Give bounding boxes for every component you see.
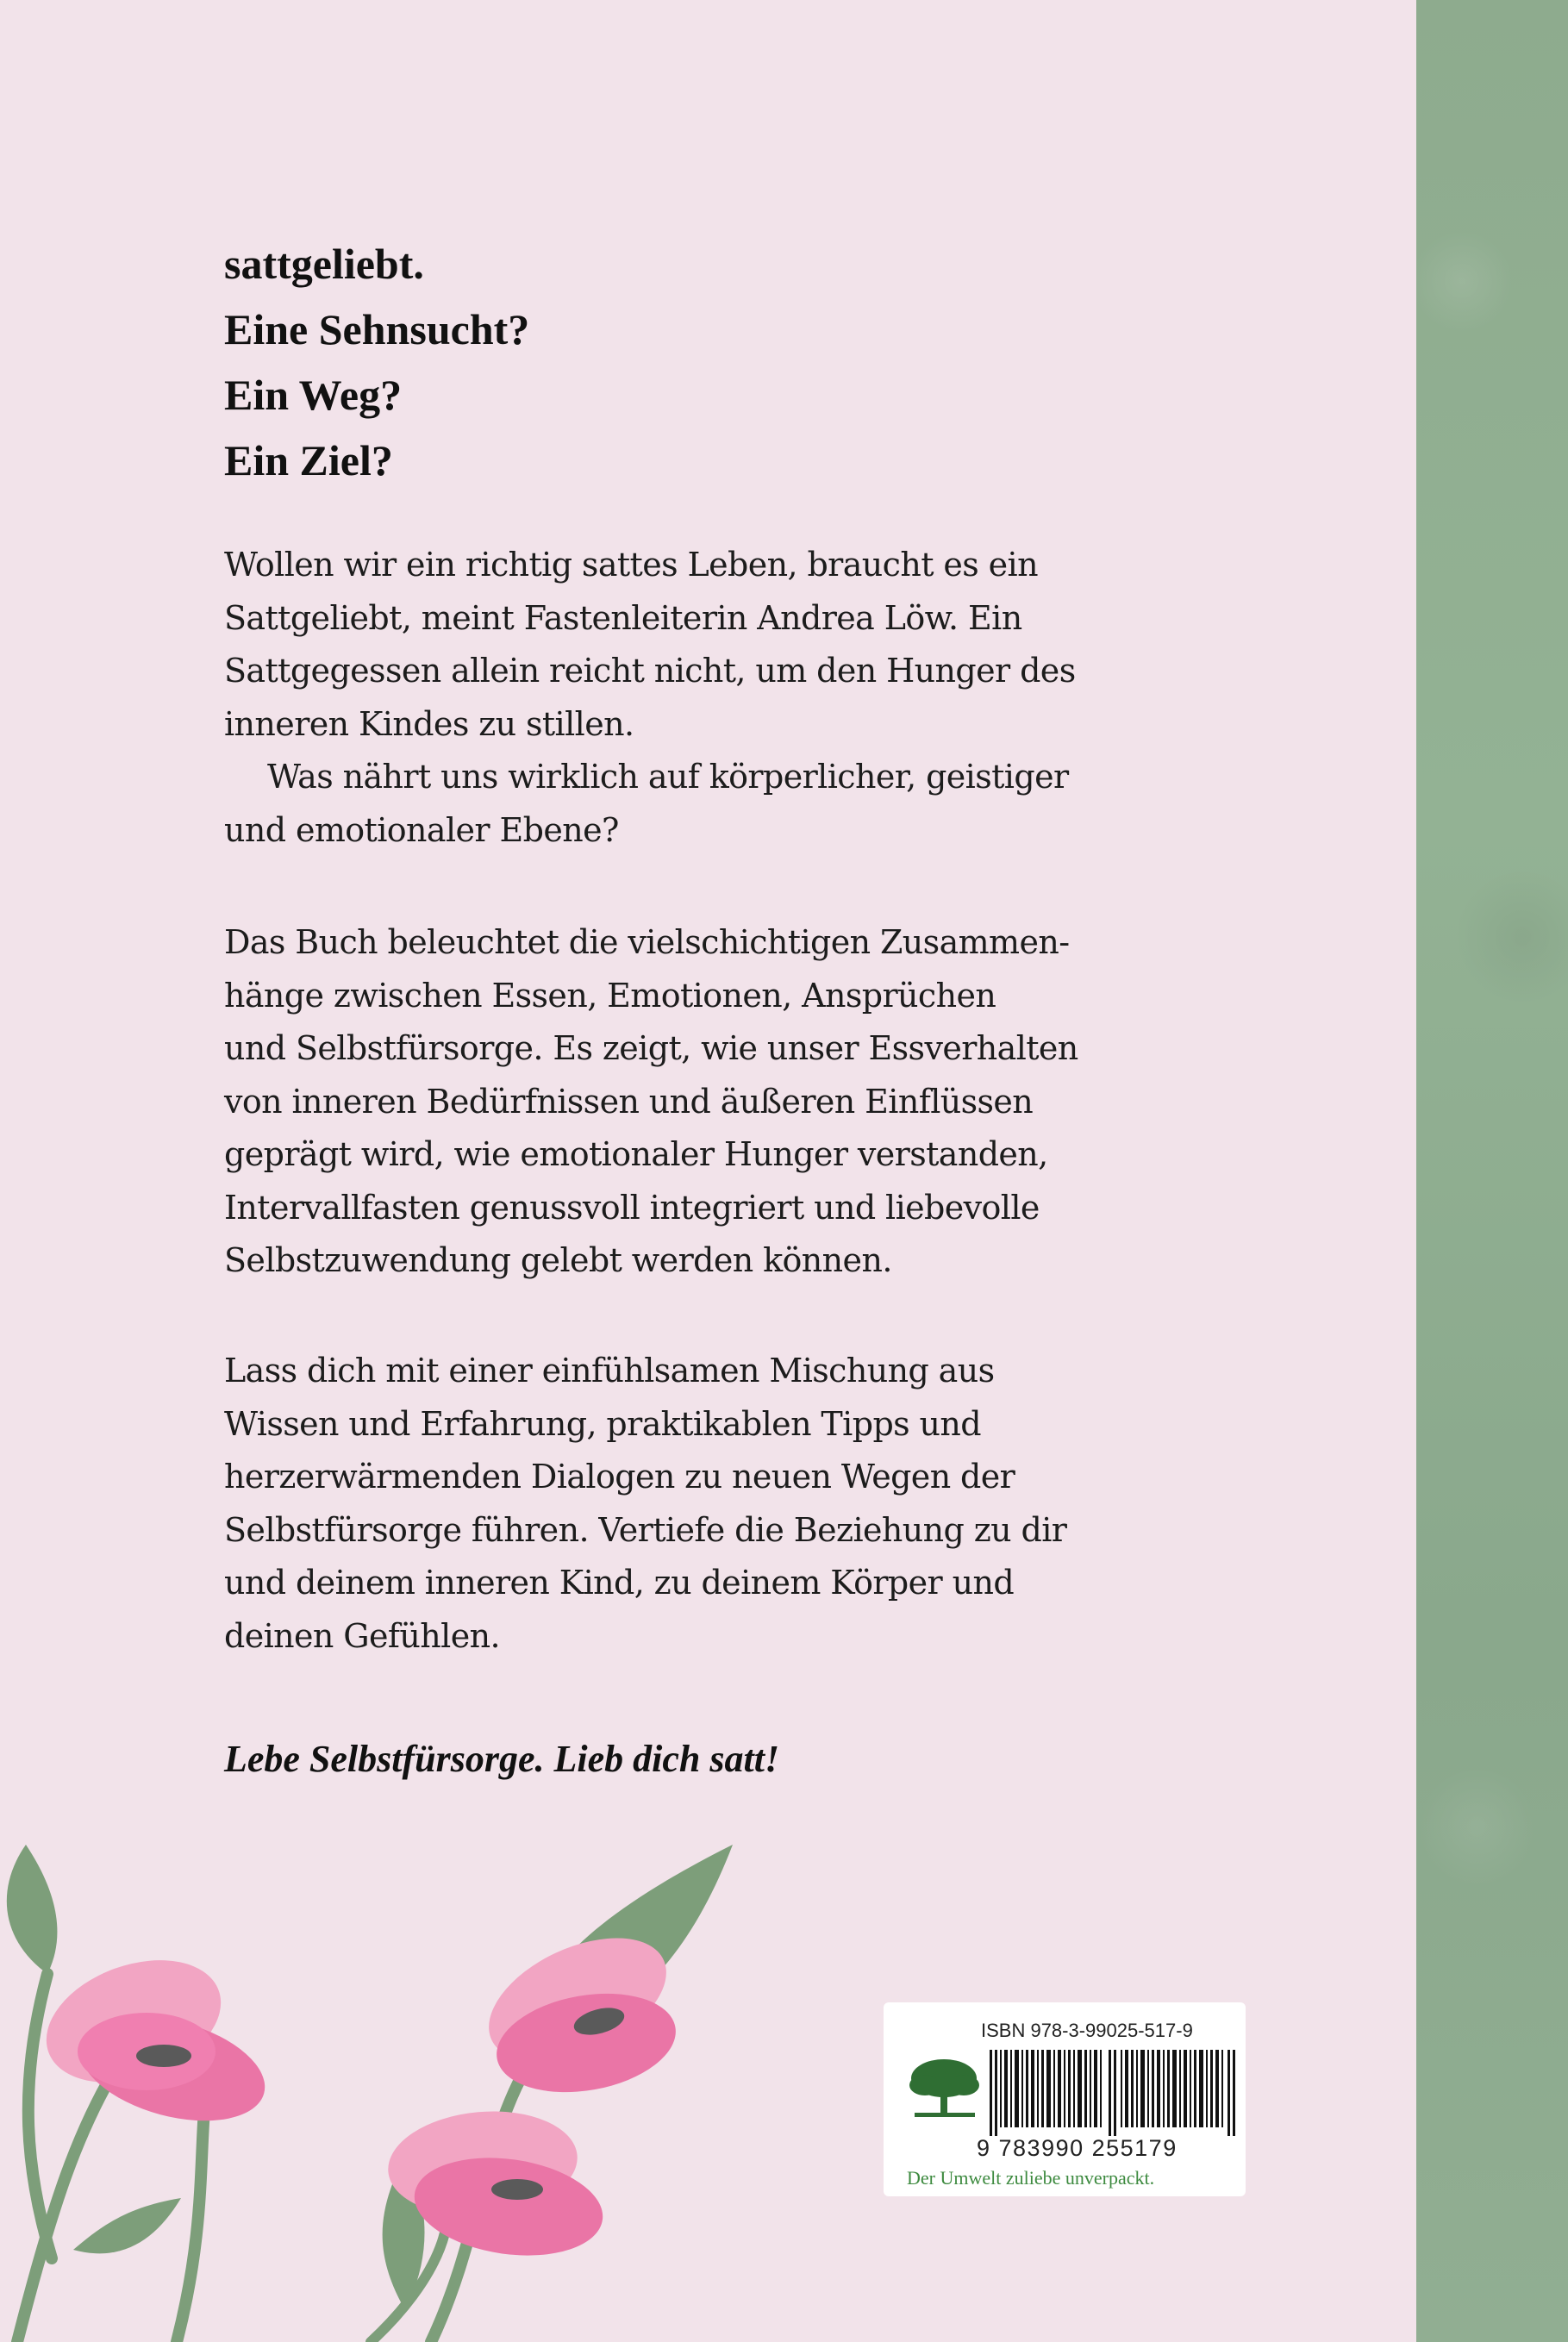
text-line: und Selbstfürsorge. Es zeigt, wie unser Essverhalten [224,1029,1078,1067]
tagline: Lebe Selbstfürsorge. Lieb dich satt! [224,1738,780,1780]
headline-line: Ein Weg? [224,371,403,419]
text-line: und emotionaler Ebene? [224,810,619,849]
intro-paragraph [224,539,1076,857]
text-line: hänge zwischen Essen, Emotionen, Ansprüchen [224,976,996,1015]
barcode-digits: 9 783990 255179 [977,2135,1178,2161]
headline-line: Eine Sehnsucht? [224,305,530,353]
text-line: von inneren Bedürfnissen und äußeren Einflüssen [224,1082,1034,1121]
eco-note: Der Umwelt zuliebe unverpackt. [907,2167,1155,2189]
text-line: Was nährt uns wirklich auf körperlicher, geistiger [267,758,1069,796]
flower-illustration [0,1845,776,2342]
text-line: und deinem inneren Kind, zu deinem Körper und [224,1564,1015,1602]
text-line: Wollen wir ein richtig sattes Leben, braucht es ein [224,546,1038,584]
text-line: herzerwärmenden Dialogen zu neuen Wegen der [224,1458,1015,1496]
description-paragraph [224,916,1078,1288]
flower-left [29,1938,276,2139]
text-line: Wissen und Erfahrung, praktikablen Tipps und [224,1404,982,1443]
invitation-paragraph [224,1345,1066,1663]
text-line: Sattgeliebt, meint Fastenleiterin Andrea Löw. Ein [224,598,1022,637]
tree-logo-icon [908,2054,981,2123]
text-line: Lass dich mit einer einfühlsamen Mischung aus [224,1352,995,1390]
text-line: Das Buch beleuchtet die vielschichtigen Zusammen- [224,923,1070,961]
text-line: Selbstzuwendung gelebt werden können. [224,1241,892,1279]
barcode-icon [990,2050,1235,2136]
spine-strip [1416,0,1568,2342]
text-line: Sattgegessen allein reicht nicht, um den Hunger des [224,652,1076,690]
text-line: deinen Gefühlen. [224,1616,500,1655]
headline-line: Ein Ziel? [224,436,393,484]
text-line: inneren Kindes zu stillen. [224,704,634,743]
isbn-label: ISBN 978-3-99025-517-9 [981,2020,1193,2041]
barcode-panel [884,2002,1246,2196]
headline [224,231,529,493]
text-line: Selbstfürsorge führen. Vertiefe die Beziehung zu dir [224,1510,1067,1549]
text-line: Intervallfasten genussvoll integriert und liebevolle [224,1188,1040,1227]
text-line: geprägt wird, wie emotionaler Hunger verstanden, [224,1135,1048,1173]
headline-line: sattgeliebt. [224,240,424,288]
